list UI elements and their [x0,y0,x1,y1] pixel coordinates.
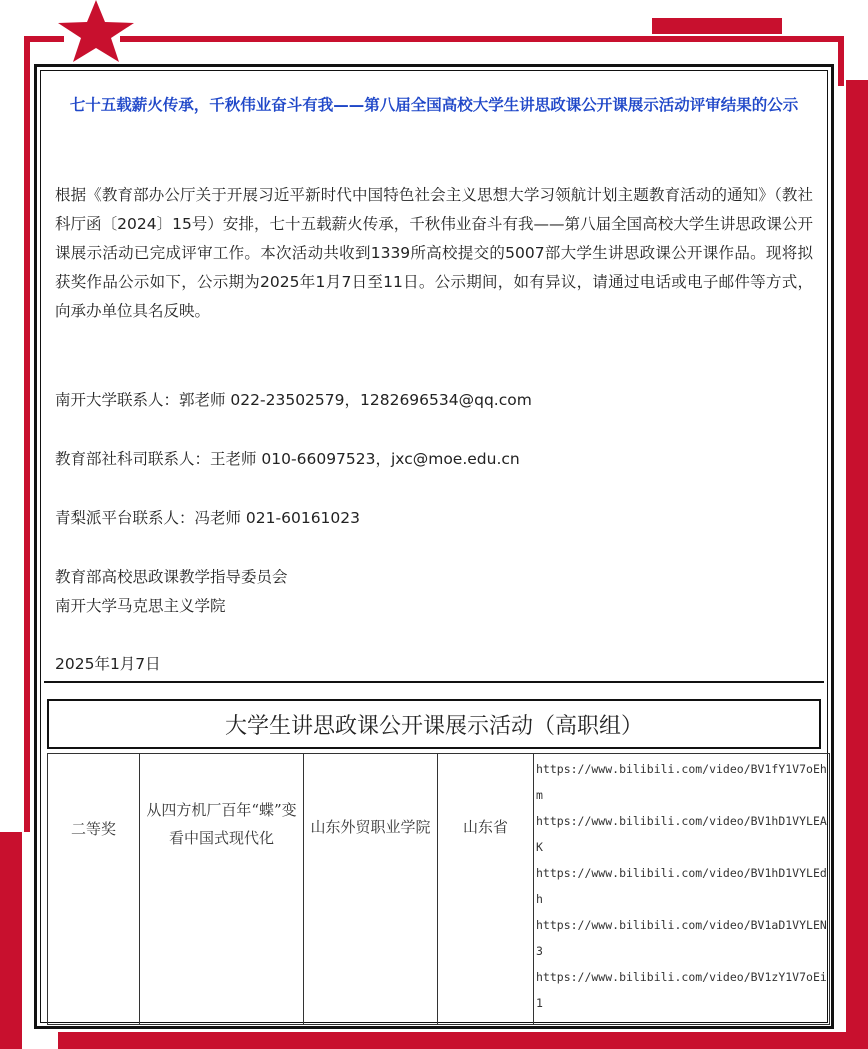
video-link-1[interactable]: https://www.bilibili.com/video/BV1fY1V7oEhm [536,762,827,802]
issuer-school: 南开大学马克思主义学院 [55,597,226,615]
frame-top-right-block [652,18,782,34]
video-link-4[interactable]: https://www.bilibili.com/video/BV1aD1VYLEN3 [536,918,827,958]
star-icon [56,0,136,62]
frame-left-bar [24,36,30,832]
contact-platform: 青梨派平台联系人：冯老师 021-60161023 [55,509,360,527]
frame-right-block [846,80,868,1049]
notice-date: 2025年1月7日 [55,655,161,673]
frame-right-bar [838,36,844,86]
document-inner-border [40,70,828,1023]
video-links [534,754,830,1025]
issuer-committee: 教育部高校思政课教学指导委员会 [55,568,288,586]
frame-top-bar [120,36,844,42]
video-link-3[interactable]: https://www.bilibili.com/video/BV1hD1VYLEdh [536,866,827,906]
work-title: 从四方机厂百年“蝶”变 看中国式现代化 [140,754,304,1025]
frame-left-block [0,832,22,1049]
section-divider [44,681,824,683]
group-header: 大学生讲思政课公开课展示活动（高职组） [47,699,821,749]
province: 山东省 [438,754,534,1025]
school-name: 山东外贸职业学院 [304,754,438,1025]
video-link-5[interactable]: https://www.bilibili.com/video/BV1zY1V7oEi1 [536,970,827,1010]
video-link-2[interactable]: https://www.bilibili.com/video/BV1hD1VYLEAK [536,814,827,854]
award-level: 二等奖 [48,754,140,1025]
frame-bottom-bar [58,1032,868,1049]
notice-title: 七十五载薪火传承，千秋伟业奋斗有我——第八届全国高校大学生讲思政课公开课展示活动评审结果的公示 [69,96,799,114]
contact-moe: 教育部社科司联系人：王老师 010-66097523，jxc@moe.edu.cn [55,450,520,468]
contact-nankai: 南开大学联系人：郭老师 022-23502579，1282696534@qq.com [55,391,532,409]
notice-document [34,64,834,1029]
awards-table [47,753,830,1025]
table-row [48,754,830,1025]
notice-body: 根据《教育部办公厅关于开展习近平新时代中国特色社会主义思想大学习领航计划主题教育活动的通知》（教社科厅函〔2024〕15号）安排，七十五载薪火传承，千秋伟业奋斗有我——第八届全国高校大学生讲思政课公开课展示活动已完成评审工作。本次活动共收到1339所高校提交的5007部大学生讲思政课公开课作品。现将拟获奖作品公示如下，公示期为2025年1月7日至11日。公示期间，如有异议，请通过电话或电子邮件等方式，向承办单位具名反映。 [55,186,813,320]
